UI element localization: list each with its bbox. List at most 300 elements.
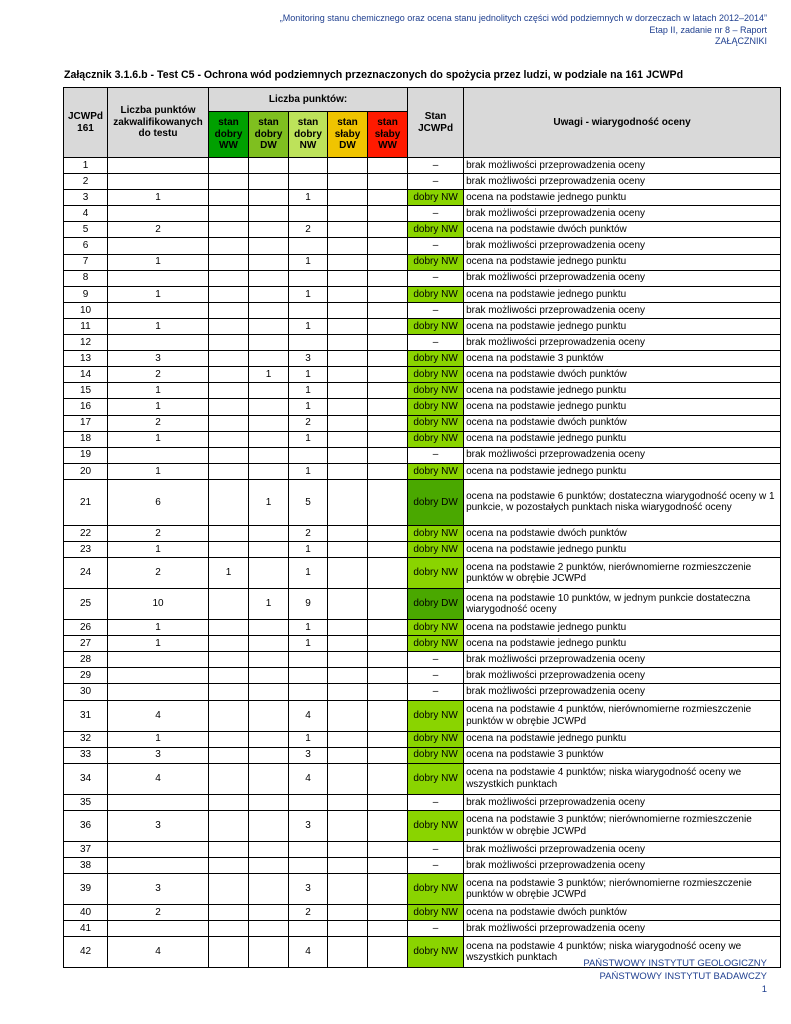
cell-good-ww: [209, 383, 249, 399]
cell-poor-ww: [368, 905, 408, 921]
cell-good-nw: 9: [289, 589, 328, 620]
cell-good-ww: [209, 652, 249, 668]
table-row: [64, 652, 781, 668]
cell-poor-ww: [368, 794, 408, 810]
cell-qualified-points: 1: [108, 463, 209, 479]
cell-good-nw: [289, 174, 328, 190]
cell-qualified-points: 2: [108, 222, 209, 238]
cell-remarks: brak możliwości przeprowadzenia oceny: [464, 794, 781, 810]
cell-good-ww: [209, 636, 249, 652]
footer-institute-sub: PAŃSTWOWY INSTYTUT BADAWCZY: [599, 971, 767, 982]
cell-qualified-points: 1: [108, 318, 209, 334]
cell-qualified-points: 3: [108, 747, 209, 763]
cell-poor-dw: [328, 763, 368, 794]
table-row: [64, 589, 781, 620]
cell-poor-dw: [328, 841, 368, 857]
cell-poor-ww: [368, 367, 408, 383]
cell-poor-dw: [328, 351, 368, 367]
cell-status: dobry NW: [408, 810, 464, 841]
cell-poor-dw: [328, 286, 368, 302]
cell-good-dw: [249, 158, 289, 174]
cell-status: dobry NW: [408, 874, 464, 905]
cell-poor-dw: [328, 700, 368, 731]
cell-poor-ww: [368, 335, 408, 351]
cell-jcwpd-id: 21: [64, 479, 108, 525]
table-body: [64, 158, 781, 968]
cell-poor-ww: [368, 636, 408, 652]
cell-poor-dw: [328, 589, 368, 620]
cell-status: dobry NW: [408, 367, 464, 383]
cell-good-nw: [289, 684, 328, 700]
cell-good-dw: [249, 351, 289, 367]
cell-good-dw: [249, 463, 289, 479]
cell-good-nw: 1: [289, 431, 328, 447]
cell-poor-dw: [328, 318, 368, 334]
cell-qualified-points: 1: [108, 254, 209, 270]
cell-good-nw: 1: [289, 254, 328, 270]
cell-poor-dw: [328, 794, 368, 810]
col-header-remarks: Uwagi - wiarygodność oceny: [464, 88, 781, 158]
cell-jcwpd-id: 8: [64, 270, 108, 286]
cell-status: dobry DW: [408, 479, 464, 525]
cell-qualified-points: 10: [108, 589, 209, 620]
cell-good-nw: 5: [289, 479, 328, 525]
cell-good-ww: [209, 620, 249, 636]
cell-poor-ww: [368, 874, 408, 905]
cell-poor-dw: [328, 302, 368, 318]
cell-status: dobry NW: [408, 222, 464, 238]
table-row: [64, 841, 781, 857]
table-row: [64, 431, 781, 447]
cell-remarks: brak możliwości przeprowadzenia oceny: [464, 857, 781, 873]
cell-good-nw: 3: [289, 874, 328, 905]
cell-remarks: ocena na podstawie jednego punktu: [464, 190, 781, 206]
cell-status: –: [408, 206, 464, 222]
cell-good-nw: [289, 158, 328, 174]
cell-status: dobry NW: [408, 636, 464, 652]
cell-good-nw: [289, 668, 328, 684]
col-header-jcwpd: JCWPd 161: [64, 88, 108, 158]
cell-jcwpd-id: 15: [64, 383, 108, 399]
cell-status: dobry NW: [408, 415, 464, 431]
table-row: [64, 190, 781, 206]
cell-poor-ww: [368, 620, 408, 636]
cell-status: dobry NW: [408, 254, 464, 270]
cell-qualified-points: 1: [108, 636, 209, 652]
cell-good-nw: 1: [289, 399, 328, 415]
cell-status: dobry NW: [408, 937, 464, 968]
table-row: [64, 794, 781, 810]
cell-status: –: [408, 302, 464, 318]
cell-good-ww: [209, 589, 249, 620]
cell-good-nw: 4: [289, 700, 328, 731]
cell-jcwpd-id: 40: [64, 905, 108, 921]
table-row: [64, 558, 781, 589]
cell-remarks: ocena na podstawie 6 punktów; dostateczna wiarygodność oceny w 1 punkcie, w pozostałych punktach niska wiarygodność oceny: [464, 479, 781, 525]
cell-remarks: ocena na podstawie dwóch punktów: [464, 415, 781, 431]
cell-good-dw: [249, 190, 289, 206]
cell-poor-dw: [328, 558, 368, 589]
cell-good-nw: 1: [289, 463, 328, 479]
cell-status: –: [408, 794, 464, 810]
table-row: [64, 206, 781, 222]
cell-jcwpd-id: 12: [64, 335, 108, 351]
table-row: [64, 335, 781, 351]
table-row: [64, 174, 781, 190]
cell-jcwpd-id: 34: [64, 763, 108, 794]
cell-poor-ww: [368, 190, 408, 206]
cell-good-dw: [249, 841, 289, 857]
cell-good-ww: [209, 841, 249, 857]
cell-status: dobry NW: [408, 620, 464, 636]
table-row: [64, 222, 781, 238]
cell-jcwpd-id: 37: [64, 841, 108, 857]
cell-good-ww: [209, 351, 249, 367]
cell-qualified-points: 1: [108, 190, 209, 206]
cell-good-dw: [249, 447, 289, 463]
cell-status: –: [408, 668, 464, 684]
cell-poor-ww: [368, 222, 408, 238]
col-header-points-group: Liczba punktów:: [209, 88, 408, 112]
cell-jcwpd-id: 16: [64, 399, 108, 415]
cell-good-ww: [209, 541, 249, 557]
cell-remarks: brak możliwości przeprowadzenia oceny: [464, 206, 781, 222]
cell-status: –: [408, 174, 464, 190]
cell-remarks: ocena na podstawie jednego punktu: [464, 399, 781, 415]
cell-good-nw: 3: [289, 810, 328, 841]
footer-institute: PAŃSTWOWY INSTYTUT GEOLOGICZNY: [583, 958, 767, 969]
cell-jcwpd-id: 35: [64, 794, 108, 810]
cell-good-ww: [209, 668, 249, 684]
cell-status: dobry NW: [408, 431, 464, 447]
cell-poor-dw: [328, 335, 368, 351]
cell-good-dw: [249, 874, 289, 905]
cell-good-nw: [289, 921, 328, 937]
cell-status: –: [408, 270, 464, 286]
table-row: [64, 367, 781, 383]
cell-poor-dw: [328, 367, 368, 383]
cell-remarks: ocena na podstawie 3 punktów: [464, 351, 781, 367]
cell-good-ww: [209, 857, 249, 873]
cell-poor-ww: [368, 700, 408, 731]
cell-poor-dw: [328, 636, 368, 652]
cell-good-ww: [209, 921, 249, 937]
cell-good-dw: [249, 525, 289, 541]
col-header-good-nw: stan dobry NW: [289, 112, 328, 158]
cell-jcwpd-id: 41: [64, 921, 108, 937]
cell-poor-dw: [328, 270, 368, 286]
cell-good-nw: 2: [289, 905, 328, 921]
cell-good-ww: 1: [209, 558, 249, 589]
cell-jcwpd-id: 28: [64, 652, 108, 668]
cell-good-nw: 2: [289, 525, 328, 541]
cell-jcwpd-id: 42: [64, 937, 108, 968]
cell-jcwpd-id: 33: [64, 747, 108, 763]
cell-qualified-points: [108, 668, 209, 684]
cell-status: dobry NW: [408, 700, 464, 731]
table-row: [64, 286, 781, 302]
cell-jcwpd-id: 2: [64, 174, 108, 190]
cell-jcwpd-id: 3: [64, 190, 108, 206]
cell-good-dw: [249, 668, 289, 684]
cell-poor-dw: [328, 874, 368, 905]
cell-remarks: brak możliwości przeprowadzenia oceny: [464, 335, 781, 351]
cell-remarks: ocena na podstawie 3 punktów: [464, 747, 781, 763]
cell-poor-ww: [368, 747, 408, 763]
cell-poor-dw: [328, 668, 368, 684]
table-row: [64, 857, 781, 873]
cell-poor-ww: [368, 399, 408, 415]
cell-remarks: ocena na podstawie jednego punktu: [464, 318, 781, 334]
cell-remarks: ocena na podstawie jednego punktu: [464, 463, 781, 479]
cell-good-nw: 4: [289, 763, 328, 794]
cell-good-dw: [249, 636, 289, 652]
cell-status: dobry NW: [408, 905, 464, 921]
cell-remarks: ocena na podstawie 4 punktów; niska wiarygodność oceny we wszystkich punktach: [464, 937, 781, 968]
cell-poor-dw: [328, 254, 368, 270]
cell-jcwpd-id: 5: [64, 222, 108, 238]
cell-status: dobry DW: [408, 589, 464, 620]
table-row: [64, 399, 781, 415]
cell-remarks: brak możliwości przeprowadzenia oceny: [464, 158, 781, 174]
cell-qualified-points: 1: [108, 286, 209, 302]
cell-qualified-points: 3: [108, 874, 209, 905]
cell-qualified-points: [108, 652, 209, 668]
cell-good-ww: [209, 174, 249, 190]
table-row: [64, 415, 781, 431]
cell-jcwpd-id: 25: [64, 589, 108, 620]
cell-good-dw: 1: [249, 589, 289, 620]
cell-good-dw: [249, 335, 289, 351]
cell-poor-dw: [328, 525, 368, 541]
cell-poor-ww: [368, 254, 408, 270]
cell-jcwpd-id: 20: [64, 463, 108, 479]
cell-good-ww: [209, 302, 249, 318]
cell-poor-dw: [328, 463, 368, 479]
cell-qualified-points: 2: [108, 525, 209, 541]
cell-jcwpd-id: 14: [64, 367, 108, 383]
cell-good-nw: [289, 270, 328, 286]
table-row: [64, 238, 781, 254]
cell-good-dw: [249, 731, 289, 747]
cell-good-ww: [209, 747, 249, 763]
cell-poor-ww: [368, 525, 408, 541]
cell-remarks: ocena na podstawie jednego punktu: [464, 383, 781, 399]
table-row: [64, 700, 781, 731]
cell-status: –: [408, 447, 464, 463]
cell-status: –: [408, 841, 464, 857]
cell-status: dobry NW: [408, 525, 464, 541]
cell-good-nw: 2: [289, 415, 328, 431]
cell-jcwpd-id: 32: [64, 731, 108, 747]
cell-good-ww: [209, 238, 249, 254]
col-header-good-dw: stan dobry DW: [249, 112, 289, 158]
cell-good-nw: [289, 857, 328, 873]
cell-good-ww: [209, 463, 249, 479]
cell-poor-dw: [328, 905, 368, 921]
cell-status: dobry NW: [408, 351, 464, 367]
cell-poor-ww: [368, 286, 408, 302]
cell-good-nw: 1: [289, 636, 328, 652]
cell-remarks: brak możliwości przeprowadzenia oceny: [464, 668, 781, 684]
cell-good-nw: 1: [289, 318, 328, 334]
cell-qualified-points: [108, 841, 209, 857]
cell-good-ww: [209, 190, 249, 206]
cell-good-dw: [249, 415, 289, 431]
cell-good-dw: [249, 937, 289, 968]
cell-poor-ww: [368, 937, 408, 968]
cell-remarks: brak możliwości przeprowadzenia oceny: [464, 447, 781, 463]
table-row: [64, 318, 781, 334]
cell-remarks: ocena na podstawie 10 punktów, w jednym punkcie dostateczna wiarygodność oceny: [464, 589, 781, 620]
table-row: [64, 684, 781, 700]
cell-good-nw: 1: [289, 620, 328, 636]
cell-jcwpd-id: 29: [64, 668, 108, 684]
cell-jcwpd-id: 36: [64, 810, 108, 841]
results-table: [63, 87, 781, 968]
table-header-row: [64, 88, 781, 112]
cell-good-nw: [289, 447, 328, 463]
cell-good-dw: [249, 383, 289, 399]
table-row: [64, 270, 781, 286]
cell-good-nw: [289, 206, 328, 222]
cell-good-dw: [249, 857, 289, 873]
cell-poor-dw: [328, 747, 368, 763]
table-row: [64, 668, 781, 684]
cell-qualified-points: [108, 206, 209, 222]
cell-good-nw: 1: [289, 190, 328, 206]
cell-status: –: [408, 238, 464, 254]
cell-remarks: brak możliwości przeprowadzenia oceny: [464, 841, 781, 857]
cell-good-ww: [209, 431, 249, 447]
table-row: [64, 731, 781, 747]
cell-good-dw: [249, 794, 289, 810]
cell-jcwpd-id: 19: [64, 447, 108, 463]
cell-remarks: ocena na podstawie dwóch punktów: [464, 525, 781, 541]
cell-qualified-points: [108, 302, 209, 318]
table-row: [64, 810, 781, 841]
cell-remarks: brak możliwości przeprowadzenia oceny: [464, 921, 781, 937]
cell-qualified-points: 4: [108, 763, 209, 794]
cell-poor-ww: [368, 589, 408, 620]
cell-status: –: [408, 652, 464, 668]
cell-qualified-points: 1: [108, 383, 209, 399]
header-stage: Etap II, zadanie nr 8 – Raport: [649, 24, 767, 35]
cell-qualified-points: 1: [108, 620, 209, 636]
cell-jcwpd-id: 6: [64, 238, 108, 254]
table-row: [64, 874, 781, 905]
cell-poor-ww: [368, 383, 408, 399]
table-row: [64, 302, 781, 318]
cell-poor-dw: [328, 222, 368, 238]
cell-jcwpd-id: 27: [64, 636, 108, 652]
cell-good-ww: [209, 525, 249, 541]
cell-qualified-points: 3: [108, 810, 209, 841]
cell-poor-dw: [328, 158, 368, 174]
cell-poor-dw: [328, 415, 368, 431]
cell-poor-ww: [368, 558, 408, 589]
cell-remarks: brak możliwości przeprowadzenia oceny: [464, 270, 781, 286]
header-report-title: „Monitoring stanu chemicznego oraz ocena stanu jednolitych części wód podziemnych w dorzeczach w latach 2012–2014”: [279, 13, 767, 23]
cell-qualified-points: 1: [108, 731, 209, 747]
cell-good-ww: [209, 905, 249, 921]
cell-jcwpd-id: 38: [64, 857, 108, 873]
cell-good-ww: [209, 318, 249, 334]
table-row: [64, 525, 781, 541]
cell-good-ww: [209, 794, 249, 810]
cell-jcwpd-id: 22: [64, 525, 108, 541]
cell-qualified-points: 2: [108, 367, 209, 383]
cell-remarks: ocena na podstawie dwóch punktów: [464, 905, 781, 921]
cell-good-dw: [249, 431, 289, 447]
cell-good-nw: [289, 238, 328, 254]
cell-poor-dw: [328, 921, 368, 937]
cell-good-ww: [209, 254, 249, 270]
cell-status: dobry NW: [408, 558, 464, 589]
cell-poor-ww: [368, 302, 408, 318]
cell-remarks: brak możliwości przeprowadzenia oceny: [464, 652, 781, 668]
cell-good-ww: [209, 222, 249, 238]
cell-good-dw: [249, 302, 289, 318]
cell-qualified-points: [108, 174, 209, 190]
cell-poor-dw: [328, 383, 368, 399]
cell-good-nw: 1: [289, 558, 328, 589]
cell-good-ww: [209, 700, 249, 731]
cell-good-ww: [209, 415, 249, 431]
cell-jcwpd-id: 1: [64, 158, 108, 174]
cell-good-nw: [289, 652, 328, 668]
cell-good-ww: [209, 447, 249, 463]
cell-qualified-points: [108, 447, 209, 463]
cell-qualified-points: [108, 270, 209, 286]
cell-jcwpd-id: 11: [64, 318, 108, 334]
cell-good-nw: [289, 841, 328, 857]
cell-jcwpd-id: 17: [64, 415, 108, 431]
cell-remarks: brak możliwości przeprowadzenia oceny: [464, 302, 781, 318]
cell-good-ww: [209, 286, 249, 302]
cell-poor-dw: [328, 684, 368, 700]
table-row: [64, 254, 781, 270]
col-header-good-ww: stan dobry WW: [209, 112, 249, 158]
cell-poor-dw: [328, 238, 368, 254]
col-header-poor-dw: stan słaby DW: [328, 112, 368, 158]
header-section: ZAŁĄCZNIKI: [714, 36, 767, 46]
cell-jcwpd-id: 39: [64, 874, 108, 905]
cell-jcwpd-id: 10: [64, 302, 108, 318]
cell-qualified-points: 3: [108, 351, 209, 367]
cell-good-nw: 2: [289, 222, 328, 238]
table-row: [64, 763, 781, 794]
cell-good-ww: [209, 399, 249, 415]
cell-good-ww: [209, 367, 249, 383]
cell-remarks: brak możliwości przeprowadzenia oceny: [464, 684, 781, 700]
cell-remarks: ocena na podstawie dwóch punktów: [464, 222, 781, 238]
cell-poor-ww: [368, 763, 408, 794]
table-row: [64, 383, 781, 399]
cell-good-dw: [249, 763, 289, 794]
cell-poor-dw: [328, 731, 368, 747]
cell-good-dw: [249, 620, 289, 636]
cell-poor-ww: [368, 158, 408, 174]
cell-poor-dw: [328, 206, 368, 222]
cell-remarks: brak możliwości przeprowadzenia oceny: [464, 174, 781, 190]
cell-poor-ww: [368, 270, 408, 286]
cell-poor-ww: [368, 841, 408, 857]
cell-status: dobry NW: [408, 463, 464, 479]
cell-qualified-points: [108, 238, 209, 254]
cell-good-dw: [249, 652, 289, 668]
cell-poor-dw: [328, 399, 368, 415]
